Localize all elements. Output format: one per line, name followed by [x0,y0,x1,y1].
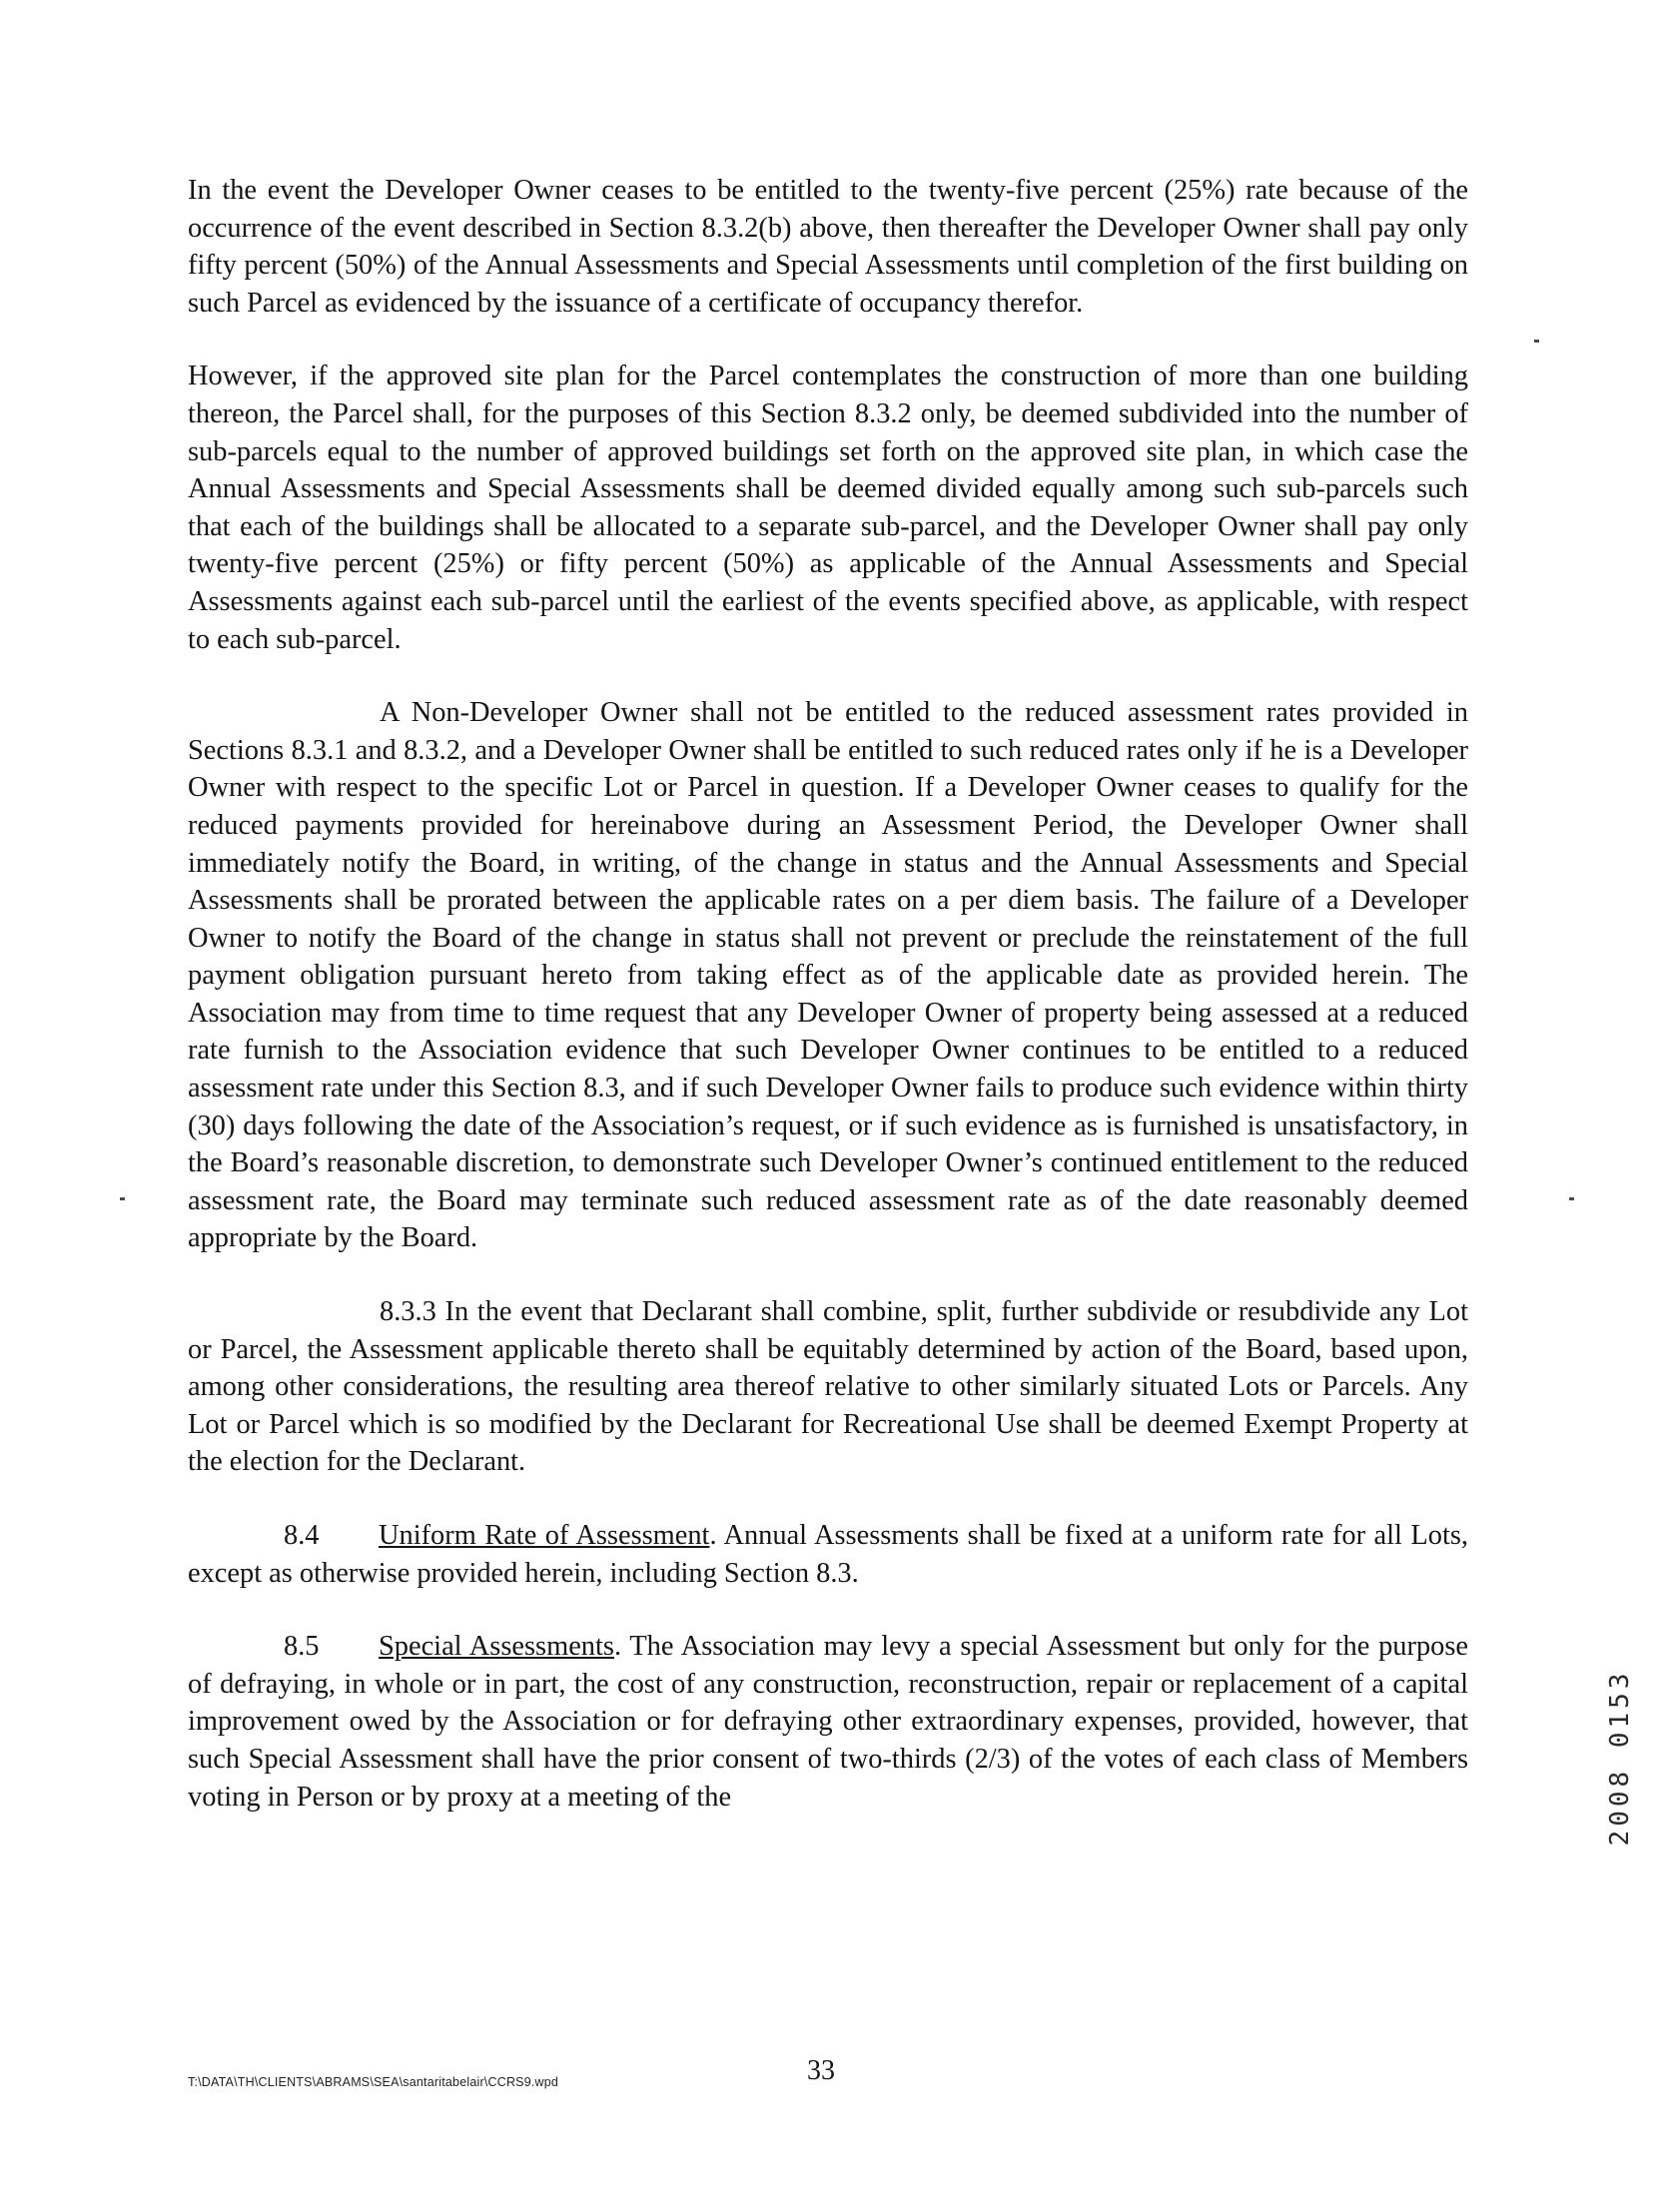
section-8-4-heading: Uniform Rate of Assessment [379,1520,710,1551]
scan-mark-right-upper [1534,340,1539,343]
section-8-4 [188,1517,1468,1592]
section-8-4-number: 8.4 [284,1520,320,1551]
section-8-4-text: . Annual Assessments shall be fixed at a uniform rate for all Lots, except as otherwise provided herein, including Section 8.3. [188,1520,1468,1589]
page-number: 33 [807,2055,835,2086]
paragraph-8-3-3: 8.3.3 In the event that Declarant shall combine, split, further subdivide or resubdivide any Lot or Parcel, the Assessment applicable thereto shall be equitably determined by action of the Board, based upon, among other considerations, the resulting area thereof relative to other similarly situated Lots or Parcels. Any Lot or Parcel which is so modified by the Declarant for Recreational Use shall be deemed Exempt Property at the election for the Declarant. [188,1296,1468,1478]
paragraph-continuation-developer-rate: In the event the Developer Owner ceases to be entitled to the twenty-five percent (25%) rate because of the occurrence of the event described in Section 8.3.2(b) above, then thereafter the Developer Owner shall pay only fifty percent (50%) of the Annual Assessments and Special Assessments until completion of the first building on such Parcel as evidenced by the issuance of a certificate of occupancy therefor. [188,175,1468,319]
footer-file-path: T:\DATA\TH\CLIENTS\ABRAMS\SEA\santaritabelair\CCRS9.wpd [188,2075,559,2089]
scan-mark-left-middle [120,1197,125,1200]
section-8-5 [188,1628,1468,1816]
section-8-5-text: . The Association may levy a special Assessment but only for the purpose of defraying, in whole or in part, the cost of any construction, reconstruction, repair or replacement of a capital improvement owed by the Association or for defraying other extraordinary expenses, provided, however, that such Special Assessment shall have the prior consent of two-thirds (2/3) of the votes of each class of Members voting in Person or by proxy at a meeting of the [188,1631,1468,1813]
paragraph-non-developer-owner: A Non-Developer Owner shall not be entitled to the reduced assessment rates provided in Sections 8.3.1 and 8.3.2, and a Developer Owner shall be entitled to such reduced rates only if he is a Developer Owner with respect to the specific Lot or Parcel in question. If a Developer Owner ceases to qualify for the reduced payments provided for hereinabove during an Assessment Period, the Developer Owner shall immediately notify the Board, in writing, of the change in status and the Annual Assessments and Special Assessments shall be prorated between the applicable rates on a per diem basis. The failure of a Developer Owner to notify the Board of the change in status shall not prevent or preclude the reinstatement of the full payment obligation pursuant hereto from taking effect as of the applicable date as provided herein. The Association may from time to time request that any Developer Owner of property being assessed at a reduced rate furnish to the Association evidence that such Developer Owner continues to be entitled to a reduced assessment rate under this Section 8.3, and if such Developer Owner fails to produce such evidence within thirty (30) days following the date of the Association’s request, or if such evidence as is furnished is unsatisfactory, in the Board’s reasonable discretion, to demonstrate such Developer Owner’s continued entitlement to the reduced assessment rate, the Board may terminate such reduced assessment rate as of the date reasonably deemed appropriate by the Board. [188,697,1468,1254]
section-8-5-number: 8.5 [284,1631,320,1663]
section-8-5-heading: Special Assessments [379,1631,614,1663]
document-body [188,172,1468,1851]
margin-stamp [1600,1558,1640,1957]
scan-mark-right-middle [1569,1197,1574,1200]
paragraph-site-plan-subparcels: However, if the approved site plan for the Parcel contemplates the construction of more than one building thereon, the Parcel shall, for the purposes of this Section 8.3.2 only, be deemed subdivided into the number of sub-parcels equal to the number of approved buildings set forth on the approved site plan, in which case the Annual Assessments and Special Assessments shall be deemed divided equally among such sub-parcels such that each of the buildings shall be allocated to a separate sub-parcel, and the Developer Owner shall pay only twenty-five percent (25%) or fifty percent (50%) as applicable of the Annual Assessments and Special Assessments against each sub-parcel until the earliest of the events specified above, as applicable, with respect to each sub-parcel. [188,361,1468,655]
margin-stamp-text: 2008 0153 [1605,1669,1635,1846]
